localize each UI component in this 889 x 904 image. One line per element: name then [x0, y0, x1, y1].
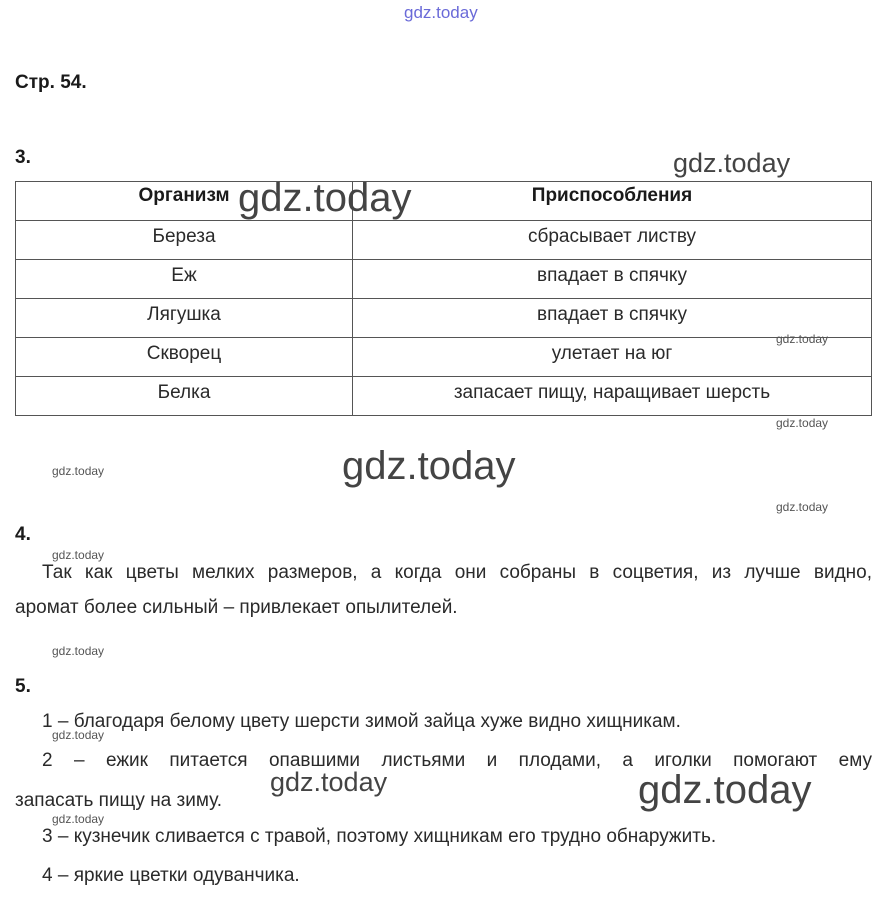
task5-item3: 3 – кузнечик сливается с травой, поэтому хищникам его трудно обнаружить. [42, 826, 717, 847]
watermark-table-large: gdz.today [238, 176, 412, 220]
table-header-row [16, 182, 872, 221]
watermark-large: gdz.today [638, 768, 812, 812]
task4-line1: Так как цветы мелких размеров, а когда они собраны в соцветия, из лучше видно, [42, 562, 872, 583]
watermark-small: gdz.today [52, 812, 105, 826]
task5-item4: 4 – яркие цветки одуванчика. [42, 865, 300, 886]
cell-adaptation: впадает в спячку [353, 260, 872, 299]
table-row [16, 377, 872, 416]
page-heading: Стр. 54. [15, 72, 87, 93]
cell-adaptation: запасает пищу, наращивает шерсть [353, 377, 872, 416]
header-adaptations: Приспособления [353, 182, 872, 221]
table-row [16, 299, 872, 338]
watermark-top: gdz.today [404, 3, 478, 22]
watermark-small: gdz.today [52, 644, 105, 658]
table-row [16, 338, 872, 377]
watermark-medium: gdz.today [270, 767, 388, 797]
watermark-medium: gdz.today [673, 148, 791, 178]
adaptations-table [15, 181, 872, 416]
cell-organism: Скворец [16, 338, 353, 377]
task3-number: 3. [15, 147, 31, 168]
cell-organism: Береза [16, 221, 353, 260]
cell-organism: Белка [16, 377, 353, 416]
watermark-small: gdz.today [776, 416, 829, 430]
cell-adaptation: улетает на юг [353, 338, 872, 377]
task4-line2: аромат более сильный – привлекает опылителей. [15, 597, 458, 618]
cell-adaptation: сбрасывает листву [353, 221, 872, 260]
watermark-small: gdz.today [776, 332, 829, 346]
table-row [16, 221, 872, 260]
task5-item2-line1: 2 – ежик питается опавшими листьями и плодами, а иголки помогают ему [42, 750, 872, 771]
task4-number: 4. [15, 524, 31, 545]
task5-item1: 1 – благодаря белому цвету шерсти зимой зайца хуже видно хищникам. [42, 711, 681, 732]
watermark-center-large: gdz.today [342, 444, 516, 488]
table-row [16, 260, 872, 299]
watermark-small: gdz.today [52, 464, 105, 478]
task5-item2-line2: запасать пищу на зиму. [15, 790, 223, 811]
watermark-small: gdz.today [52, 548, 105, 562]
watermark-small: gdz.today [776, 500, 829, 514]
cell-organism: Еж [16, 260, 353, 299]
header-organism: Организм [16, 182, 353, 221]
cell-organism: Лягушка [16, 299, 353, 338]
task5-number: 5. [15, 676, 31, 697]
cell-adaptation: впадает в спячку [353, 299, 872, 338]
watermark-small: gdz.today [52, 728, 105, 742]
